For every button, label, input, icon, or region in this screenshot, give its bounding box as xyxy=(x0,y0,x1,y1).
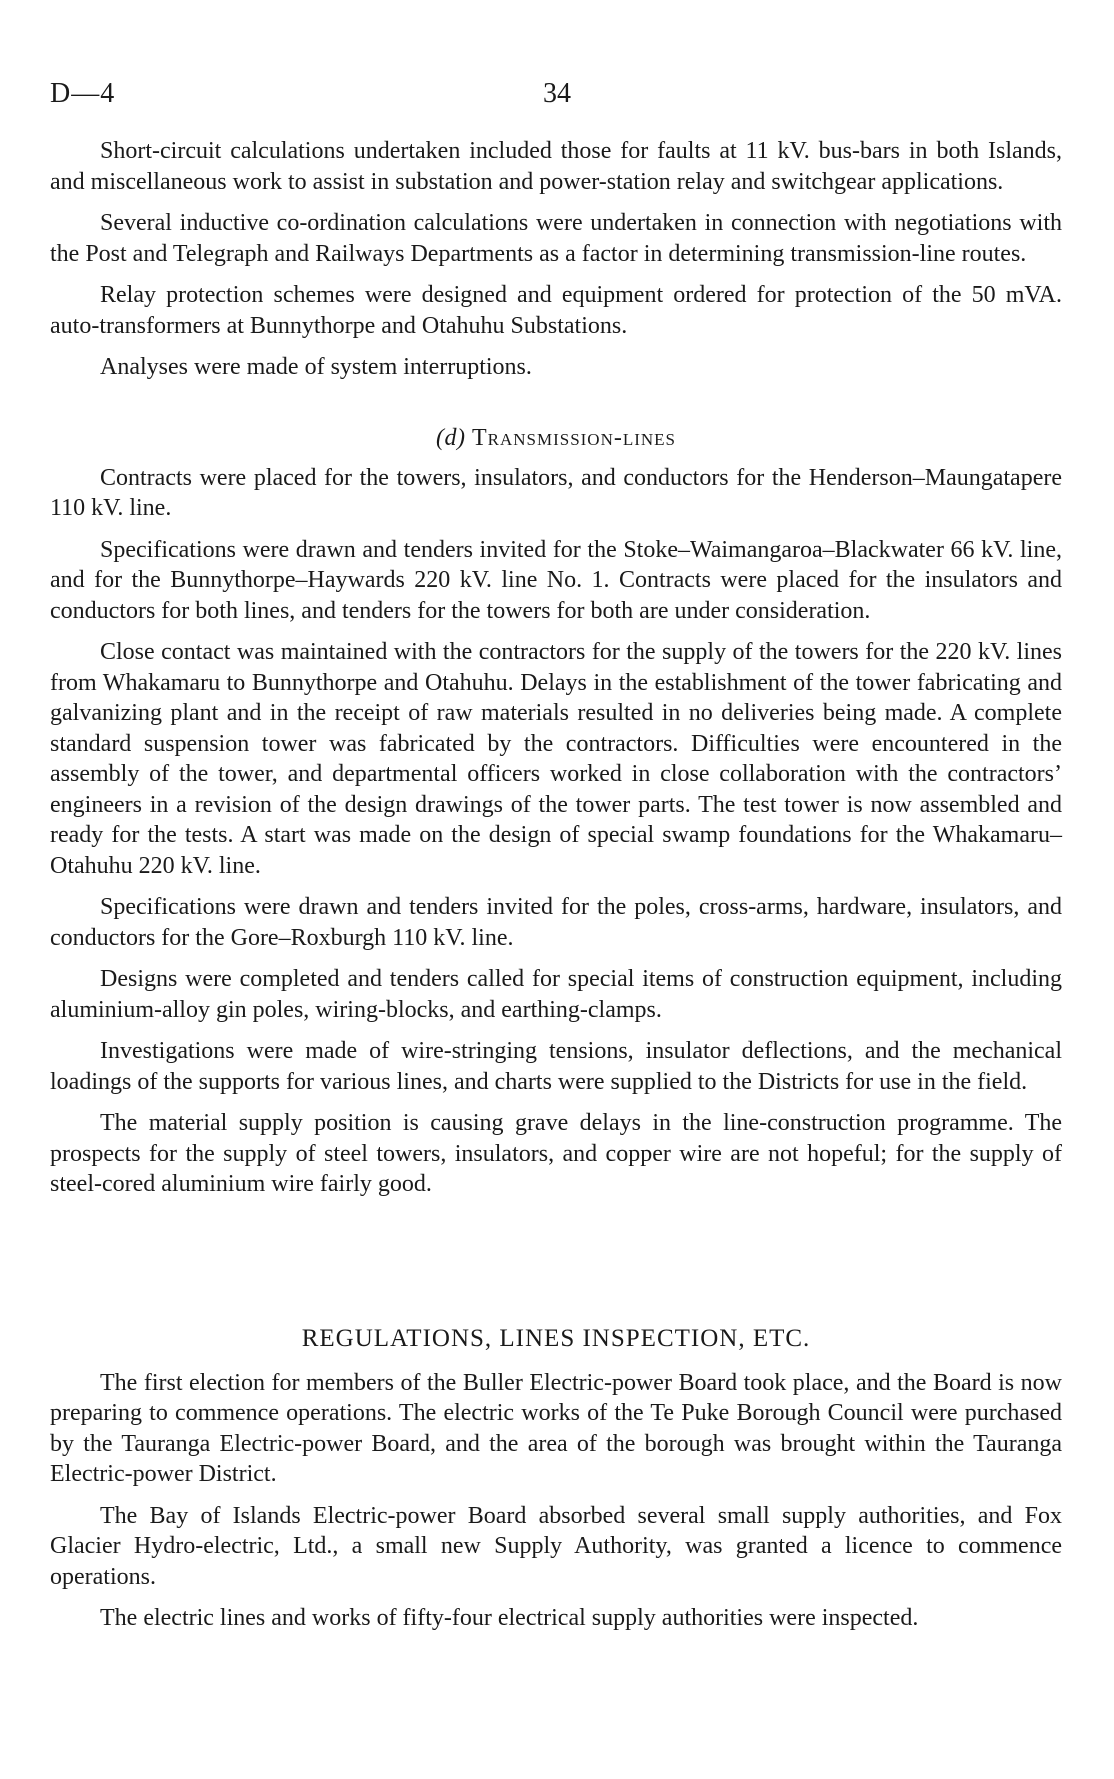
paragraph: Specifications were drawn and tenders invited for the poles, cross-arms, hardware, insulators, and conductors for the Gore–Roxburgh 110 kV. line. xyxy=(50,894,1062,951)
subsection-title: Transmission-lines xyxy=(471,424,677,451)
paragraph: Designs were completed and tenders called for special items of construction equipment, including aluminium-alloy gin poles, wiring-blocks, and earthing-clamps. xyxy=(50,966,1062,1023)
subsection-label: (d) xyxy=(435,424,466,451)
paragraph: Contracts were placed for the towers, insulators, and conductors for the Henderson–Maungatapere 110 kV. line. xyxy=(50,464,1062,521)
paragraph: Analyses were made of system interruptions. xyxy=(100,354,532,380)
page-body xyxy=(50,136,1062,1645)
paragraph: Investigations were made of wire-stringing tensions, insulator deflections, and the mechanical loadings of the supports for various lines, and charts were supplied to the Districts for use in the field. xyxy=(50,1038,1062,1095)
paragraph: Several inductive co-ordination calculations were undertaken in connection with negotiations with the Post and Telegraph and Railways Departments as a factor in determining transmission-line routes. xyxy=(50,210,1062,267)
paragraph: Specifications were drawn and tenders invited for the Stoke–Waimangaroa–Blackwater 66 kV. line, and for the Bunnythorpe–Haywards 220 kV. line No. 1. Contracts were placed for the insulators and conductors for both lines, and tenders for the towers for both are under consideration. xyxy=(50,536,1062,624)
paragraph: Relay protection schemes were designed and equipment ordered for protection of the 50 mVA. auto-transformers at Bunnythorpe and Otahuhu Substations. xyxy=(50,282,1062,339)
subsection-heading xyxy=(50,423,1062,453)
paragraph: Short-circuit calculations undertaken included those for faults at 11 kV. bus-bars in both Islands, and miscellaneous work to assist in substation and power-station relay and switchgear applications. xyxy=(50,138,1062,195)
paragraph: Close contact was maintained with the contractors for the supply of the towers for the 220 kV. lines from Whakamaru to Bunnythorpe and Otahuhu. Delays in the establishment of the tower fabricating and galvanizing plant and in the receipt of raw materials resulted in no deliveries being made. A complete standard suspension tower was fabricated by the contractors. Difficulties were encountered in the assembly of the tower, and departmental officers worked in close collaboration with the contractors’ engineers in a revision of the design drawings of the tower parts. The test tower is now assembled and ready for the tests. A start was made on the design of special swamp foundations for the Whakamaru–Otahuhu 220 kV. line. xyxy=(50,639,1062,879)
section-heading: REGULATIONS, LINES INSPECTION, ETC. xyxy=(301,1324,811,1352)
paragraph: The electric lines and works of fifty-four electrical supply authorities were inspected. xyxy=(100,1605,919,1631)
document-reference: D—4 xyxy=(50,78,116,109)
page-number: 34 xyxy=(543,78,571,109)
page-header xyxy=(50,78,1064,118)
paragraph: The material supply position is causing grave delays in the line-construction programme. The prospects for the supply of steel towers, insulators, and copper wire are not hopeful; for the supply of steel-cored aluminium wire fairly good. xyxy=(50,1110,1062,1197)
paragraph: The Bay of Islands Electric-power Board absorbed several small supply authorities, and Fox Glacier Hydro-electric, Ltd., a small new Supply Authority, was granted a licence to commence operations. xyxy=(50,1502,1062,1590)
paragraph: The first election for members of the Buller Electric-power Board took place, and the Board is now preparing to commence operations. The electric works of the Te Puke Borough Council were purchased by the Tauranga Electric-power Board, and the area of the borough was brought within the Tauranga Electric-power District. xyxy=(50,1369,1062,1487)
